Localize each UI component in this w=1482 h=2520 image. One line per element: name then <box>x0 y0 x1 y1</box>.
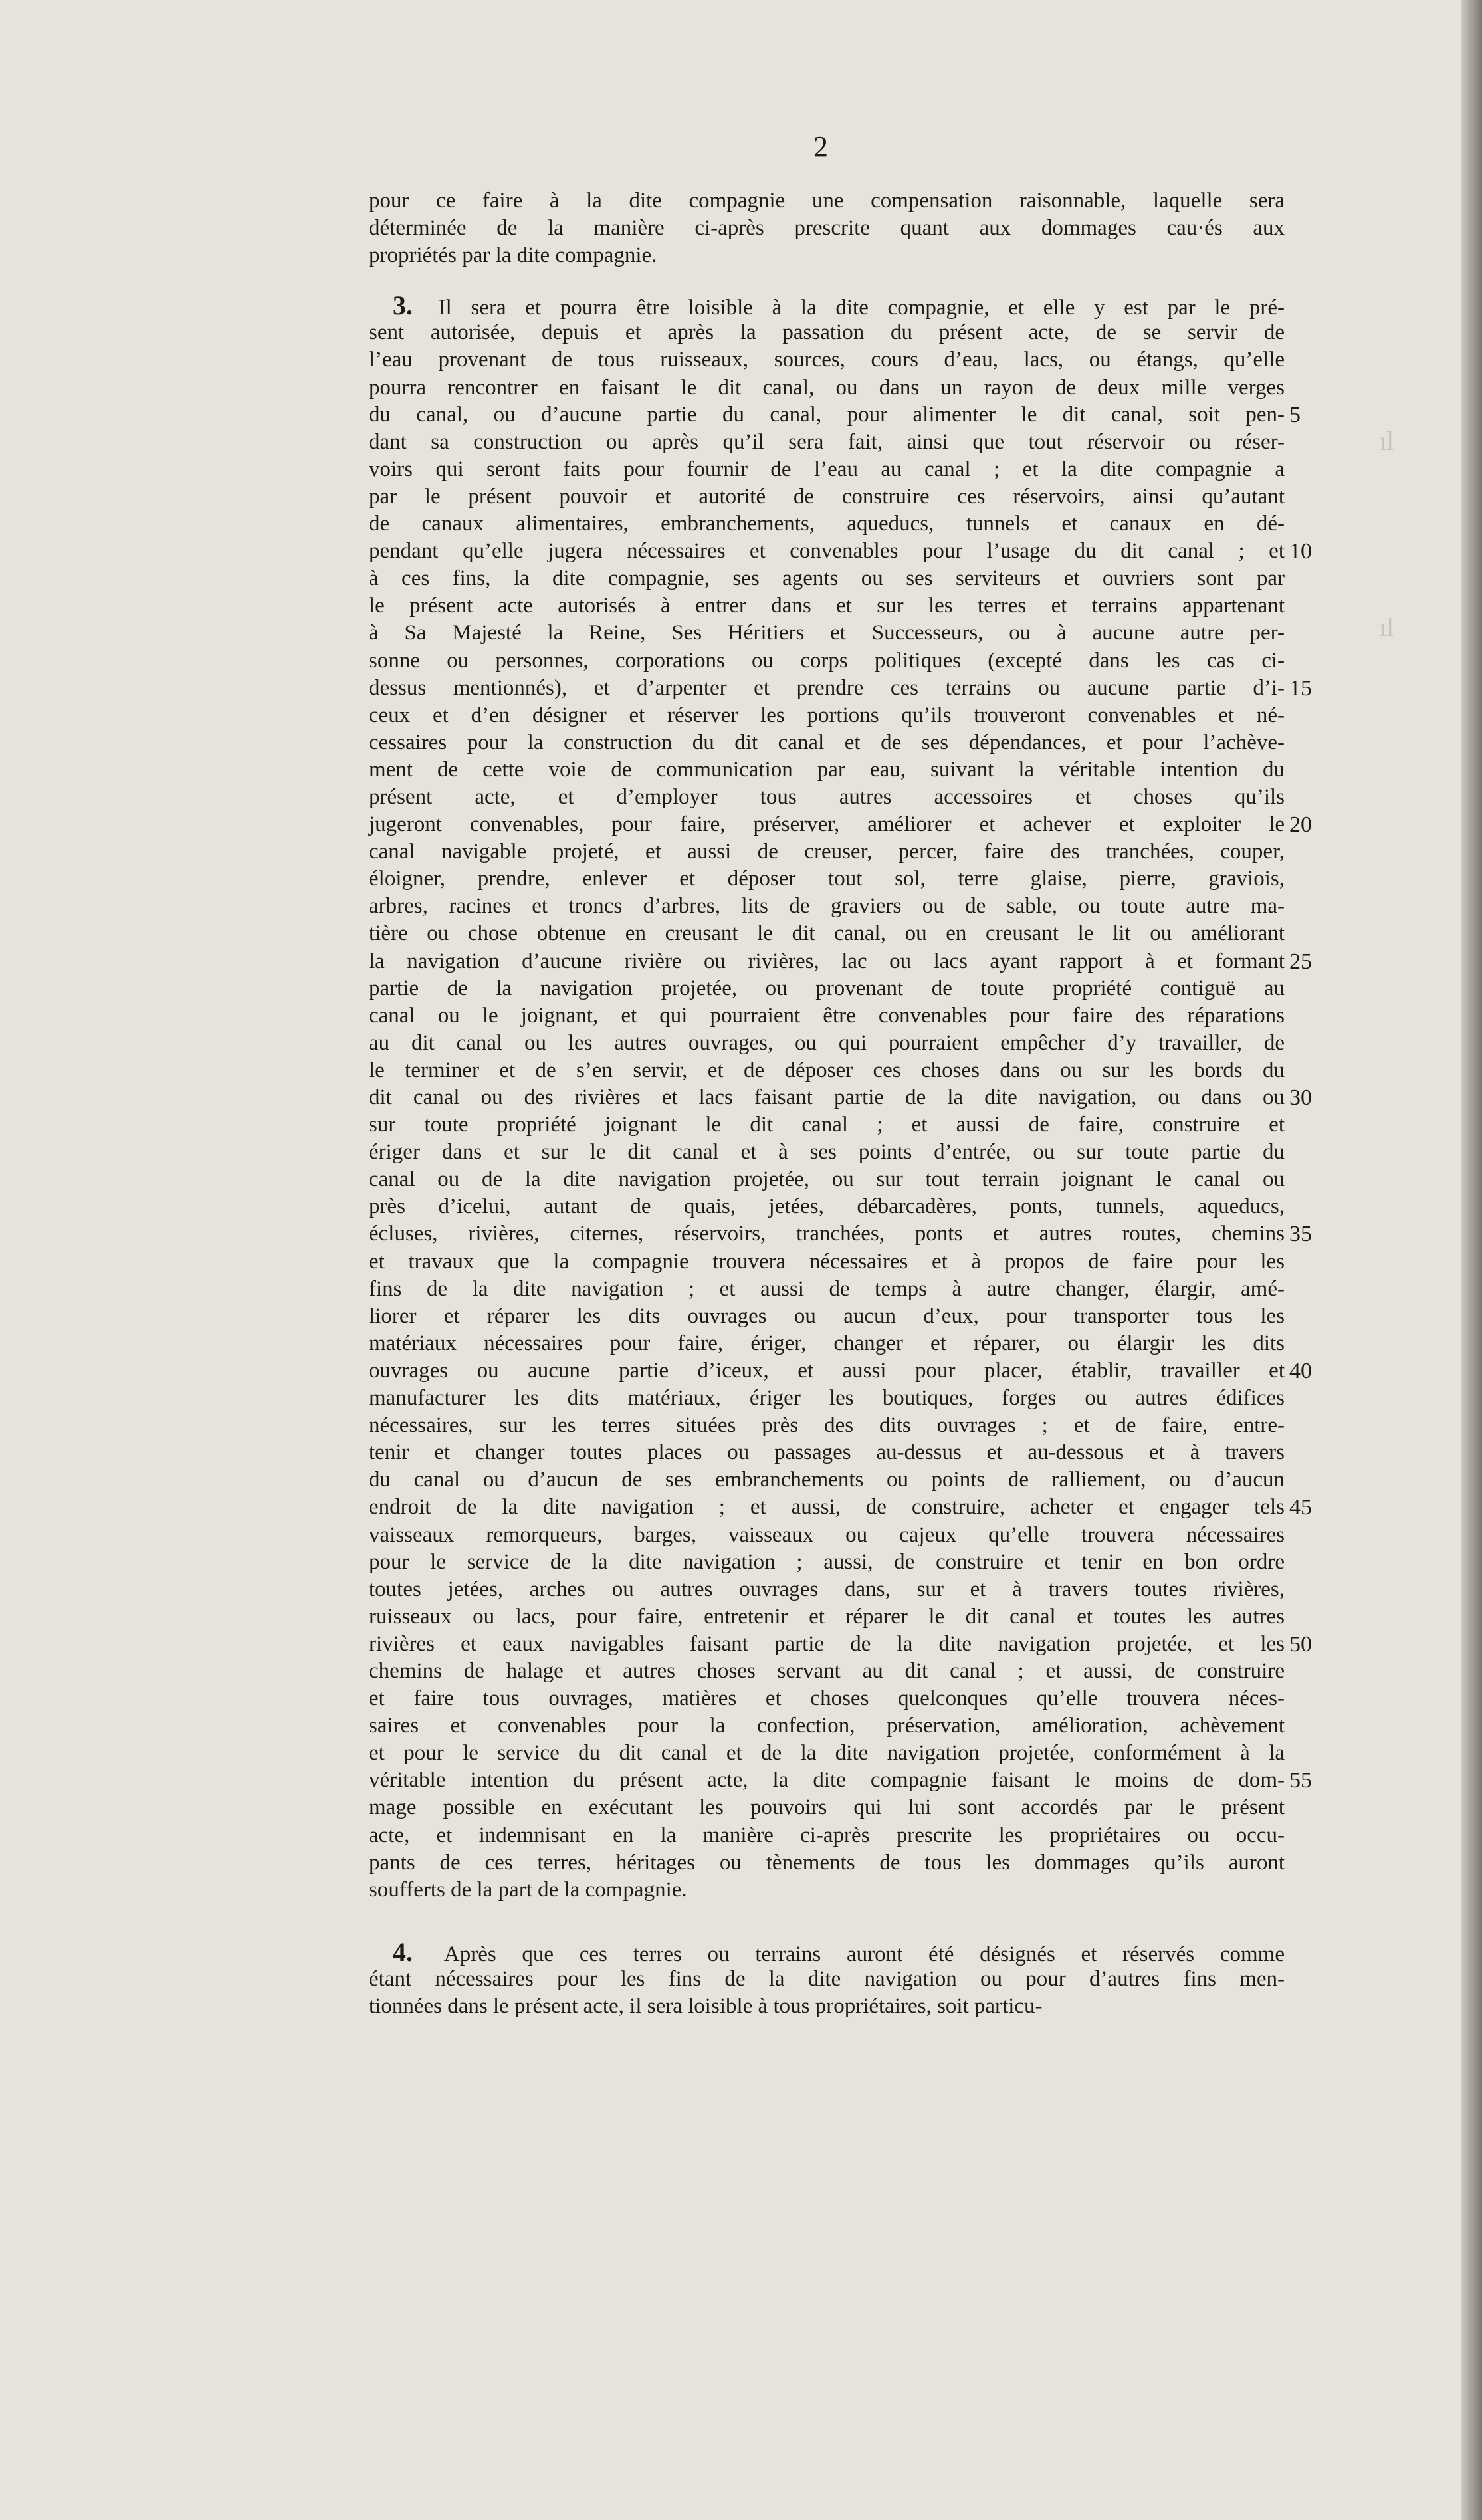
text-line: voirs qui seront faits pour fournir de l’eau au canal ; et la dite compagnie a <box>369 457 1285 481</box>
text-line: du canal, ou d’aucune partie du canal, pour alimenter le dit canal, soit pen- <box>369 402 1285 427</box>
margin-line-number: 45 <box>1289 1495 1312 1520</box>
text-line: pour ce faire à la dite compagnie une compensation raisonnable, laquelle sera <box>369 189 1285 213</box>
text-line: arbres, racines et troncs d’arbres, lits de graviers ou de sable, ou toute autre ma- <box>369 894 1285 919</box>
text-line: du canal ou d’aucun de ses embranchements ou points de ralliement, ou d’aucun <box>369 1468 1285 1492</box>
text-line: canal navigable projeté, et aussi de creuser, percer, faire des tranchées, couper, <box>369 840 1285 864</box>
text-line: la navigation d’aucune rivière ou rivières, lac ou lacs ayant rapport à et formant <box>369 949 1285 973</box>
text-line: à ces fins, la dite compagnie, ses agents ou ses serviteurs et ouvriers sont par <box>369 566 1285 591</box>
text-line: ment de cette voie de communication par eau, suivant la véritable intention du <box>369 757 1285 782</box>
page-number: 2 <box>813 130 828 163</box>
text-line: écluses, rivières, citernes, réservoirs, tranchées, ponts et autres routes, chemins <box>369 1222 1285 1246</box>
text-line: sonne ou personnes, corporations ou corps politiques (excepté dans les cas ci- <box>369 648 1285 673</box>
page-binding-edge <box>1461 0 1482 2520</box>
margin-line-number: 15 <box>1289 675 1312 701</box>
text-line: canal ou de la dite navigation projetée, ou sur tout terrain joignant le canal ou <box>369 1167 1285 1192</box>
text-line: éloigner, prendre, enlever et déposer tout sol, terre glaise, pierre, graviois, <box>369 867 1285 891</box>
text-line: propriétés par la dite compagnie. <box>369 243 657 268</box>
text-line: sent autorisée, depuis et après la passation du présent acte, de se servir de <box>369 320 1285 345</box>
text-line: canal ou le joignant, et qui pourraient être convenables pour faire des réparations <box>369 1003 1285 1028</box>
text-line: mage possible en exécutant les pouvoirs qui lui sont accordés par le présent <box>369 1795 1285 1820</box>
text-line: acte, et indemnisant en la manière ci-après prescrite les propriétaires ou occu- <box>369 1823 1285 1847</box>
text-line: manufacturer les dits matériaux, ériger les boutiques, forges ou autres édifices <box>369 1386 1285 1411</box>
text-line: présent acte, et d’employer tous autres accessoires et choses qu’ils <box>369 784 1285 809</box>
text-line: fins de la dite navigation ; et aussi de temps à autre changer, élargir, amé- <box>369 1276 1285 1301</box>
text-line: au dit canal ou les autres ouvrages, ou qui pourraient empêcher d’y travailler, de <box>369 1030 1285 1055</box>
text-line: tière ou chose obtenue en creusant le dit canal, ou en creusant le lit ou améliorant <box>369 921 1285 946</box>
text-line: à Sa Majesté la Reine, Ses Héritiers et Successeurs, ou à aucune autre per- <box>369 621 1285 645</box>
margin-line-number: 40 <box>1289 1358 1312 1383</box>
margin-line-number: 25 <box>1289 949 1312 974</box>
text-line: ériger dans et sur le dit canal et à ses points d’entrée, ou sur toute partie du <box>369 1140 1285 1165</box>
text-line: dessus mentionnés), et d’arpenter et prendre ces terrains ou aucune partie d’i- <box>369 675 1285 700</box>
text-line: vaisseaux remorqueurs, barges, vaisseaux ou cajeux qu’elle trouvera nécessaires <box>369 1522 1285 1547</box>
text-line: véritable intention du présent acte, la dite compagnie faisant le moins de dom- <box>369 1768 1285 1793</box>
text-line: dit canal ou des rivières et lacs faisant partie de la dite navigation, ou dans ou <box>369 1086 1285 1109</box>
section-number: 3. <box>393 290 413 321</box>
section-number: 4. <box>393 1936 413 1967</box>
paragraph-gap <box>369 269 1285 292</box>
text-line: saires et convenables pour la confection, préservation, amélioration, achèvement <box>369 1714 1285 1738</box>
text-line: et travaux que la compagnie trouvera nécessaires et à propos de faire pour les <box>369 1249 1285 1274</box>
text-line: le terminer et de s’en servir, et de déposer ces choses dans ou sur les bords du <box>369 1058 1285 1082</box>
bleed-through-mark: ıl <box>1379 612 1394 642</box>
paragraph <box>369 187 1285 269</box>
text-line: liorer et réparer les dits ouvrages ou aucun d’eux, pour transporter tous les <box>369 1304 1285 1328</box>
bleed-through-mark: ıl <box>1379 426 1394 456</box>
text-line: pendant qu’elle jugera nécessaires et convenables pour l’usage du dit canal ; et <box>369 539 1285 564</box>
text-line: par le présent pouvoir et autorité de construire ces réservoirs, ainsi qu’autant <box>369 484 1285 509</box>
text-line: et faire tous ouvrages, matières et choses quelconques qu’elle trouvera néces- <box>369 1686 1285 1711</box>
text-line: sur toute propriété joignant le dit canal ; et aussi de faire, construire et <box>369 1113 1285 1137</box>
text-line: chemins de halage et autres choses servant au dit canal ; et aussi, de construire <box>369 1659 1285 1683</box>
text-line: ouvrages ou aucune partie d’iceux, et aussi pour placer, établir, travailler et <box>369 1358 1285 1383</box>
text-line: dant sa construction ou après qu’il sera fait, ainsi que tout réservoir ou réser- <box>369 429 1285 454</box>
text-line: ceux et d’en désigner et réserver les portions qu’ils trouveront convenables et né- <box>369 703 1285 727</box>
text-line: toutes jetées, arches ou autres ouvrages dans, sur et à travers toutes rivières, <box>369 1577 1285 1601</box>
paragraph <box>369 292 1285 1904</box>
text-line: nécessaires, sur les terres situées près des dits ouvrages ; et de faire, entre- <box>369 1413 1285 1438</box>
text-line: tionnées dans le présent acte, il sera loisible à tous propriétaires, soit particu- <box>369 1994 1043 2018</box>
text-line: 4. Après que ces terres ou terrains auront été désignés et réservés comme <box>393 1936 1285 1967</box>
text-line: soufferts de la part de la compagnie. <box>369 1877 687 1902</box>
text-line: l’eau provenant de tous ruisseaux, sources, cours d’eau, lacs, ou étangs, qu’elle <box>369 348 1285 372</box>
margin-line-number: 20 <box>1289 812 1312 838</box>
text-line: pour le service de la dite navigation ; aussi, de construire et tenir en bon ordre <box>369 1549 1285 1574</box>
margin-line-number: 35 <box>1289 1222 1312 1247</box>
margin-line-number: 50 <box>1289 1631 1312 1657</box>
text-line: le présent acte autorisés à entrer dans et sur les terres et terrains appartenant <box>369 594 1285 618</box>
margin-line-number: 5 <box>1289 402 1301 427</box>
text-line: cessaires pour la construction du dit canal et de ses dépendances, et pour l’achève- <box>369 730 1285 754</box>
body-text <box>369 187 1285 2020</box>
text-line: rivières et eaux navigables faisant partie de la dite navigation projetée, et les <box>369 1631 1285 1656</box>
paragraph-gap <box>369 1904 1285 1938</box>
text-line: pourra rencontrer en faisant le dit canal, ou dans un rayon de deux mille verges <box>369 375 1285 400</box>
text-line: 3. Il sera et pourra être loisible à la dite compagnie, et elle y est par le pré- <box>393 290 1285 321</box>
text-line: déterminée de la manière ci-après prescrite quant aux dommages cau·és aux <box>369 216 1285 241</box>
text-line: ruisseaux ou lacs, pour faire, entretenir et réparer le dit canal et toutes les autres <box>369 1604 1285 1629</box>
text-line: étant nécessaires pour les fins de la dite navigation ou pour d’autres fins men- <box>369 1966 1285 1991</box>
text-line: tenir et changer toutes places ou passages au-dessus et au-dessous et à travers <box>369 1440 1285 1465</box>
text-line: de canaux alimentaires, embranchements, aqueducs, tunnels et canaux en dé- <box>369 512 1285 536</box>
text-line: partie de la navigation projetée, ou provenant de toute propriété contiguë au <box>369 976 1285 1000</box>
paragraph <box>369 1938 1285 2020</box>
text-line: près d’icelui, autant de quais, jetées, débarcadères, ponts, tunnels, aqueducs, <box>369 1195 1285 1219</box>
text-line: pants de ces terres, héritages ou tènements de tous les dommages qu’ils auront <box>369 1850 1285 1875</box>
margin-line-number: 10 <box>1289 539 1312 564</box>
text-line: et pour le service du dit canal et de la dite navigation projetée, conformément à la <box>369 1741 1285 1766</box>
margin-line-number: 30 <box>1289 1086 1312 1110</box>
margin-line-number: 55 <box>1289 1768 1312 1793</box>
text-line: jugeront convenables, pour faire, préserver, améliorer et achever et exploiter le <box>369 812 1285 837</box>
text-line: endroit de la dite navigation ; et aussi, de construire, acheter et engager tels <box>369 1495 1285 1520</box>
text-line: matériaux nécessaires pour faire, ériger, changer et réparer, ou élargir les dits <box>369 1331 1285 1355</box>
